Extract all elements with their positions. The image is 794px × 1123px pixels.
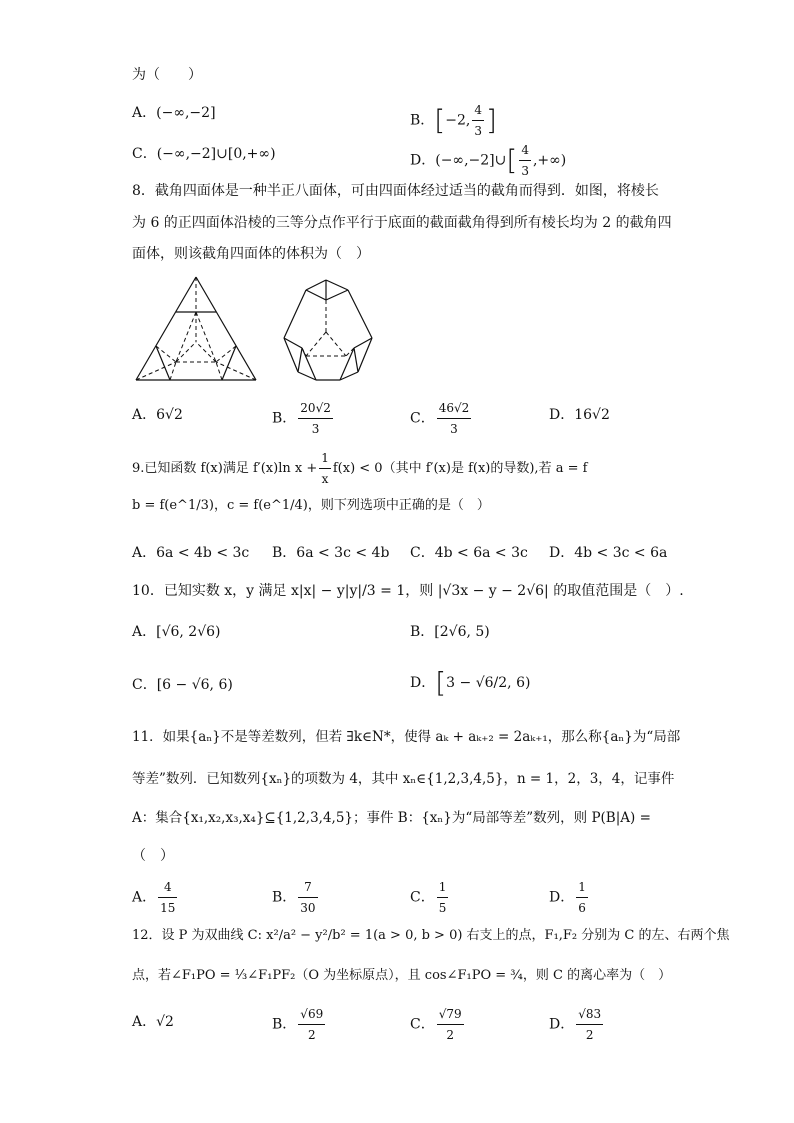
q12-d-den: 2 bbox=[585, 1028, 594, 1042]
q10-option-a: A．[√6, 2√6) bbox=[132, 624, 221, 640]
q9-option-c: C．4b < 6a < 3c bbox=[410, 545, 528, 561]
q11-c-label: C． bbox=[410, 889, 435, 906]
q7-a-label: A． bbox=[132, 105, 157, 121]
q7-b-label: B． bbox=[410, 112, 435, 129]
q12-line-2: 点，若∠F₁PO = ⅓∠F₁PF₂（O 为坐标原点），且 cos∠F₁PO = ¾，则 C 的离心率为（ ） bbox=[132, 968, 672, 983]
q12-d-num: √83 bbox=[576, 1004, 603, 1025]
q12-option-d bbox=[549, 1004, 605, 1045]
q11-line-4: （ ） bbox=[132, 848, 174, 864]
q11-a-frac bbox=[158, 877, 177, 918]
q10-line-1: 10．已知实数 x，y 满足 x|x| − y|y|/3 = 1，则 |√3x − y − 2√6| 的取值范围是（ ）. bbox=[132, 583, 684, 599]
q12-option-a: A．√2 bbox=[132, 1014, 174, 1030]
q11-d-frac bbox=[576, 877, 588, 918]
q10-d-expr: 3 − √6/2, 6) bbox=[446, 675, 531, 691]
q8-b-den: 3 bbox=[311, 422, 320, 436]
q8-c-den: 3 bbox=[450, 422, 458, 436]
q12-c-num: √79 bbox=[437, 1004, 464, 1025]
q11-option-c bbox=[410, 877, 450, 918]
q9-line-1 bbox=[132, 448, 674, 489]
q12-option-b bbox=[272, 1004, 327, 1045]
q11-option-b bbox=[272, 877, 320, 918]
q11-c-den: 5 bbox=[438, 901, 447, 915]
q7-c-expr: (−∞,−2]∪[0,+∞) bbox=[156, 146, 276, 162]
q7-b-num: 4 bbox=[472, 100, 484, 121]
tetrahedron-diagram-left bbox=[136, 277, 256, 380]
q7-d-frac bbox=[519, 140, 531, 181]
q12-d-frac bbox=[576, 1004, 603, 1045]
q11-a-den: 15 bbox=[160, 901, 176, 915]
q11-c-num: 1 bbox=[437, 877, 449, 898]
q7-d-open-bracket: [ bbox=[506, 143, 518, 177]
q7-d-expr-right: ,+∞) bbox=[532, 152, 567, 169]
q9-line-1-a: 9.已知函数 f(x)满足 f′(x)ln x + bbox=[132, 461, 318, 476]
q8-c-frac bbox=[437, 398, 472, 439]
q11-b-label: B． bbox=[272, 889, 297, 906]
q8-c-num: 46√2 bbox=[437, 398, 472, 419]
q7-d-expr-left: (−∞,−2]∪ bbox=[435, 152, 507, 169]
truncated-tetrahedron-diagram-right bbox=[284, 280, 372, 380]
q10-d-open-bracket: [ bbox=[435, 666, 447, 699]
q9-line-2: b = f(e^1/3)，c = f(e^1/4)，则下列选项中正确的是（ ） bbox=[132, 498, 490, 513]
q8-line-3: 面体，则该截角四面体的体积为（ ） bbox=[132, 246, 370, 262]
q7-d-num: 4 bbox=[519, 140, 531, 161]
q11-line-3: A：集合{x₁,x₂,x₃,x₄}⊆{1,2,3,4,5}；事件 B：{xₙ}为“局部等差”数列，则 P(B|A) = bbox=[132, 810, 651, 826]
q8-b-num: 20√2 bbox=[298, 398, 333, 419]
q8-b-label: B． bbox=[272, 410, 297, 427]
q7-option-a bbox=[132, 103, 216, 123]
q8-option-d: D．16√2 bbox=[549, 407, 610, 423]
q11-c-frac bbox=[437, 877, 449, 918]
q9-option-b: B．6a < 3c < 4b bbox=[272, 545, 390, 561]
q12-c-den: 2 bbox=[446, 1028, 454, 1042]
q11-b-frac bbox=[298, 877, 317, 918]
truncated-tetrahedron-figure bbox=[130, 272, 390, 388]
q7-tail: 为（ ） bbox=[132, 67, 202, 83]
q12-b-den: 2 bbox=[307, 1028, 316, 1042]
q10-d-label: D． bbox=[410, 675, 436, 691]
q8-c-label: C． bbox=[410, 410, 435, 427]
q7-option-d bbox=[410, 140, 566, 181]
q10-option-c: C．[6 − √6, 6) bbox=[132, 677, 233, 693]
q9-line-1-b: f(x) < 0（其中 f′(x)是 f(x)的导数),若 a = f bbox=[332, 461, 588, 476]
q9-frac bbox=[319, 448, 331, 489]
q8-option-a: A．6√2 bbox=[132, 407, 183, 423]
q8-b-frac bbox=[298, 398, 333, 439]
q7-option-c bbox=[132, 144, 276, 164]
q7-a-expr: (−∞,−2] bbox=[156, 105, 216, 121]
q12-b-label: B． bbox=[272, 1016, 297, 1033]
q9-frac-den: x bbox=[321, 472, 329, 486]
q9-option-d: D．4b < 3c < 6a bbox=[549, 545, 668, 561]
q11-d-label: D． bbox=[549, 889, 575, 906]
q11-d-num: 1 bbox=[576, 877, 588, 898]
q11-b-num: 7 bbox=[298, 877, 317, 898]
q12-b-num: √69 bbox=[298, 1004, 325, 1025]
q7-d-den: 3 bbox=[521, 164, 529, 178]
q12-c-label: C． bbox=[410, 1016, 435, 1033]
q8-option-b bbox=[272, 398, 335, 439]
q8-option-c bbox=[410, 398, 473, 439]
q12-b-frac bbox=[298, 1004, 325, 1045]
q10-option-d bbox=[410, 666, 531, 699]
q11-option-d bbox=[549, 877, 590, 918]
q11-a-num: 4 bbox=[158, 877, 177, 898]
q7-b-frac bbox=[472, 100, 484, 141]
q9-frac-num: 1 bbox=[319, 448, 331, 469]
q11-line-1: 11．如果{aₙ}不是等差数列，但若 ∃k∈N*，使得 aₖ + aₖ₊₂ = 2aₖ₊₁，那么称{aₙ}为“局部 bbox=[132, 729, 681, 745]
q12-line-1: 12．设 P 为双曲线 C: x²/a² − y²/b² = 1(a > 0, b > 0) 右支上的点，F₁,F₂ 分别为 C 的左、右两个焦 bbox=[132, 928, 730, 943]
q7-b-close-bracket: ] bbox=[485, 103, 497, 137]
q12-d-label: D． bbox=[549, 1016, 575, 1033]
q7-d-label: D． bbox=[410, 152, 436, 169]
q12-option-c bbox=[410, 1004, 466, 1045]
q11-d-den: 6 bbox=[578, 901, 586, 915]
q11-option-a bbox=[132, 877, 179, 918]
q11-a-label: A． bbox=[132, 889, 157, 906]
q11-line-2: 等差”数列．已知数列{xₙ}的项数为 4，其中 xₙ∈{1,2,3,4,5}，n = 1，2，3，4，记事件 bbox=[132, 771, 675, 787]
q7-b-den: 3 bbox=[474, 124, 482, 138]
q8-line-2: 为 6 的正四面体沿棱的三等分点作平行于底面的截面截角得到所有棱长均为 2 的截角四 bbox=[132, 215, 672, 231]
q9-option-a: A．6a < 4b < 3c bbox=[132, 545, 250, 561]
q10-option-b: B．[2√6, 5) bbox=[410, 624, 490, 640]
q11-b-den: 30 bbox=[300, 901, 316, 915]
q7-b-expr: −2, bbox=[445, 112, 471, 129]
q7-option-b bbox=[410, 100, 497, 141]
q7-c-label: C． bbox=[132, 146, 157, 162]
q7-b-open-bracket: [ bbox=[434, 103, 446, 137]
q12-c-frac bbox=[437, 1004, 464, 1045]
q8-line-1: 8．截角四面体是一种半正八面体，可由四面体经过适当的截角而得到．如图，将棱长 bbox=[132, 183, 659, 199]
